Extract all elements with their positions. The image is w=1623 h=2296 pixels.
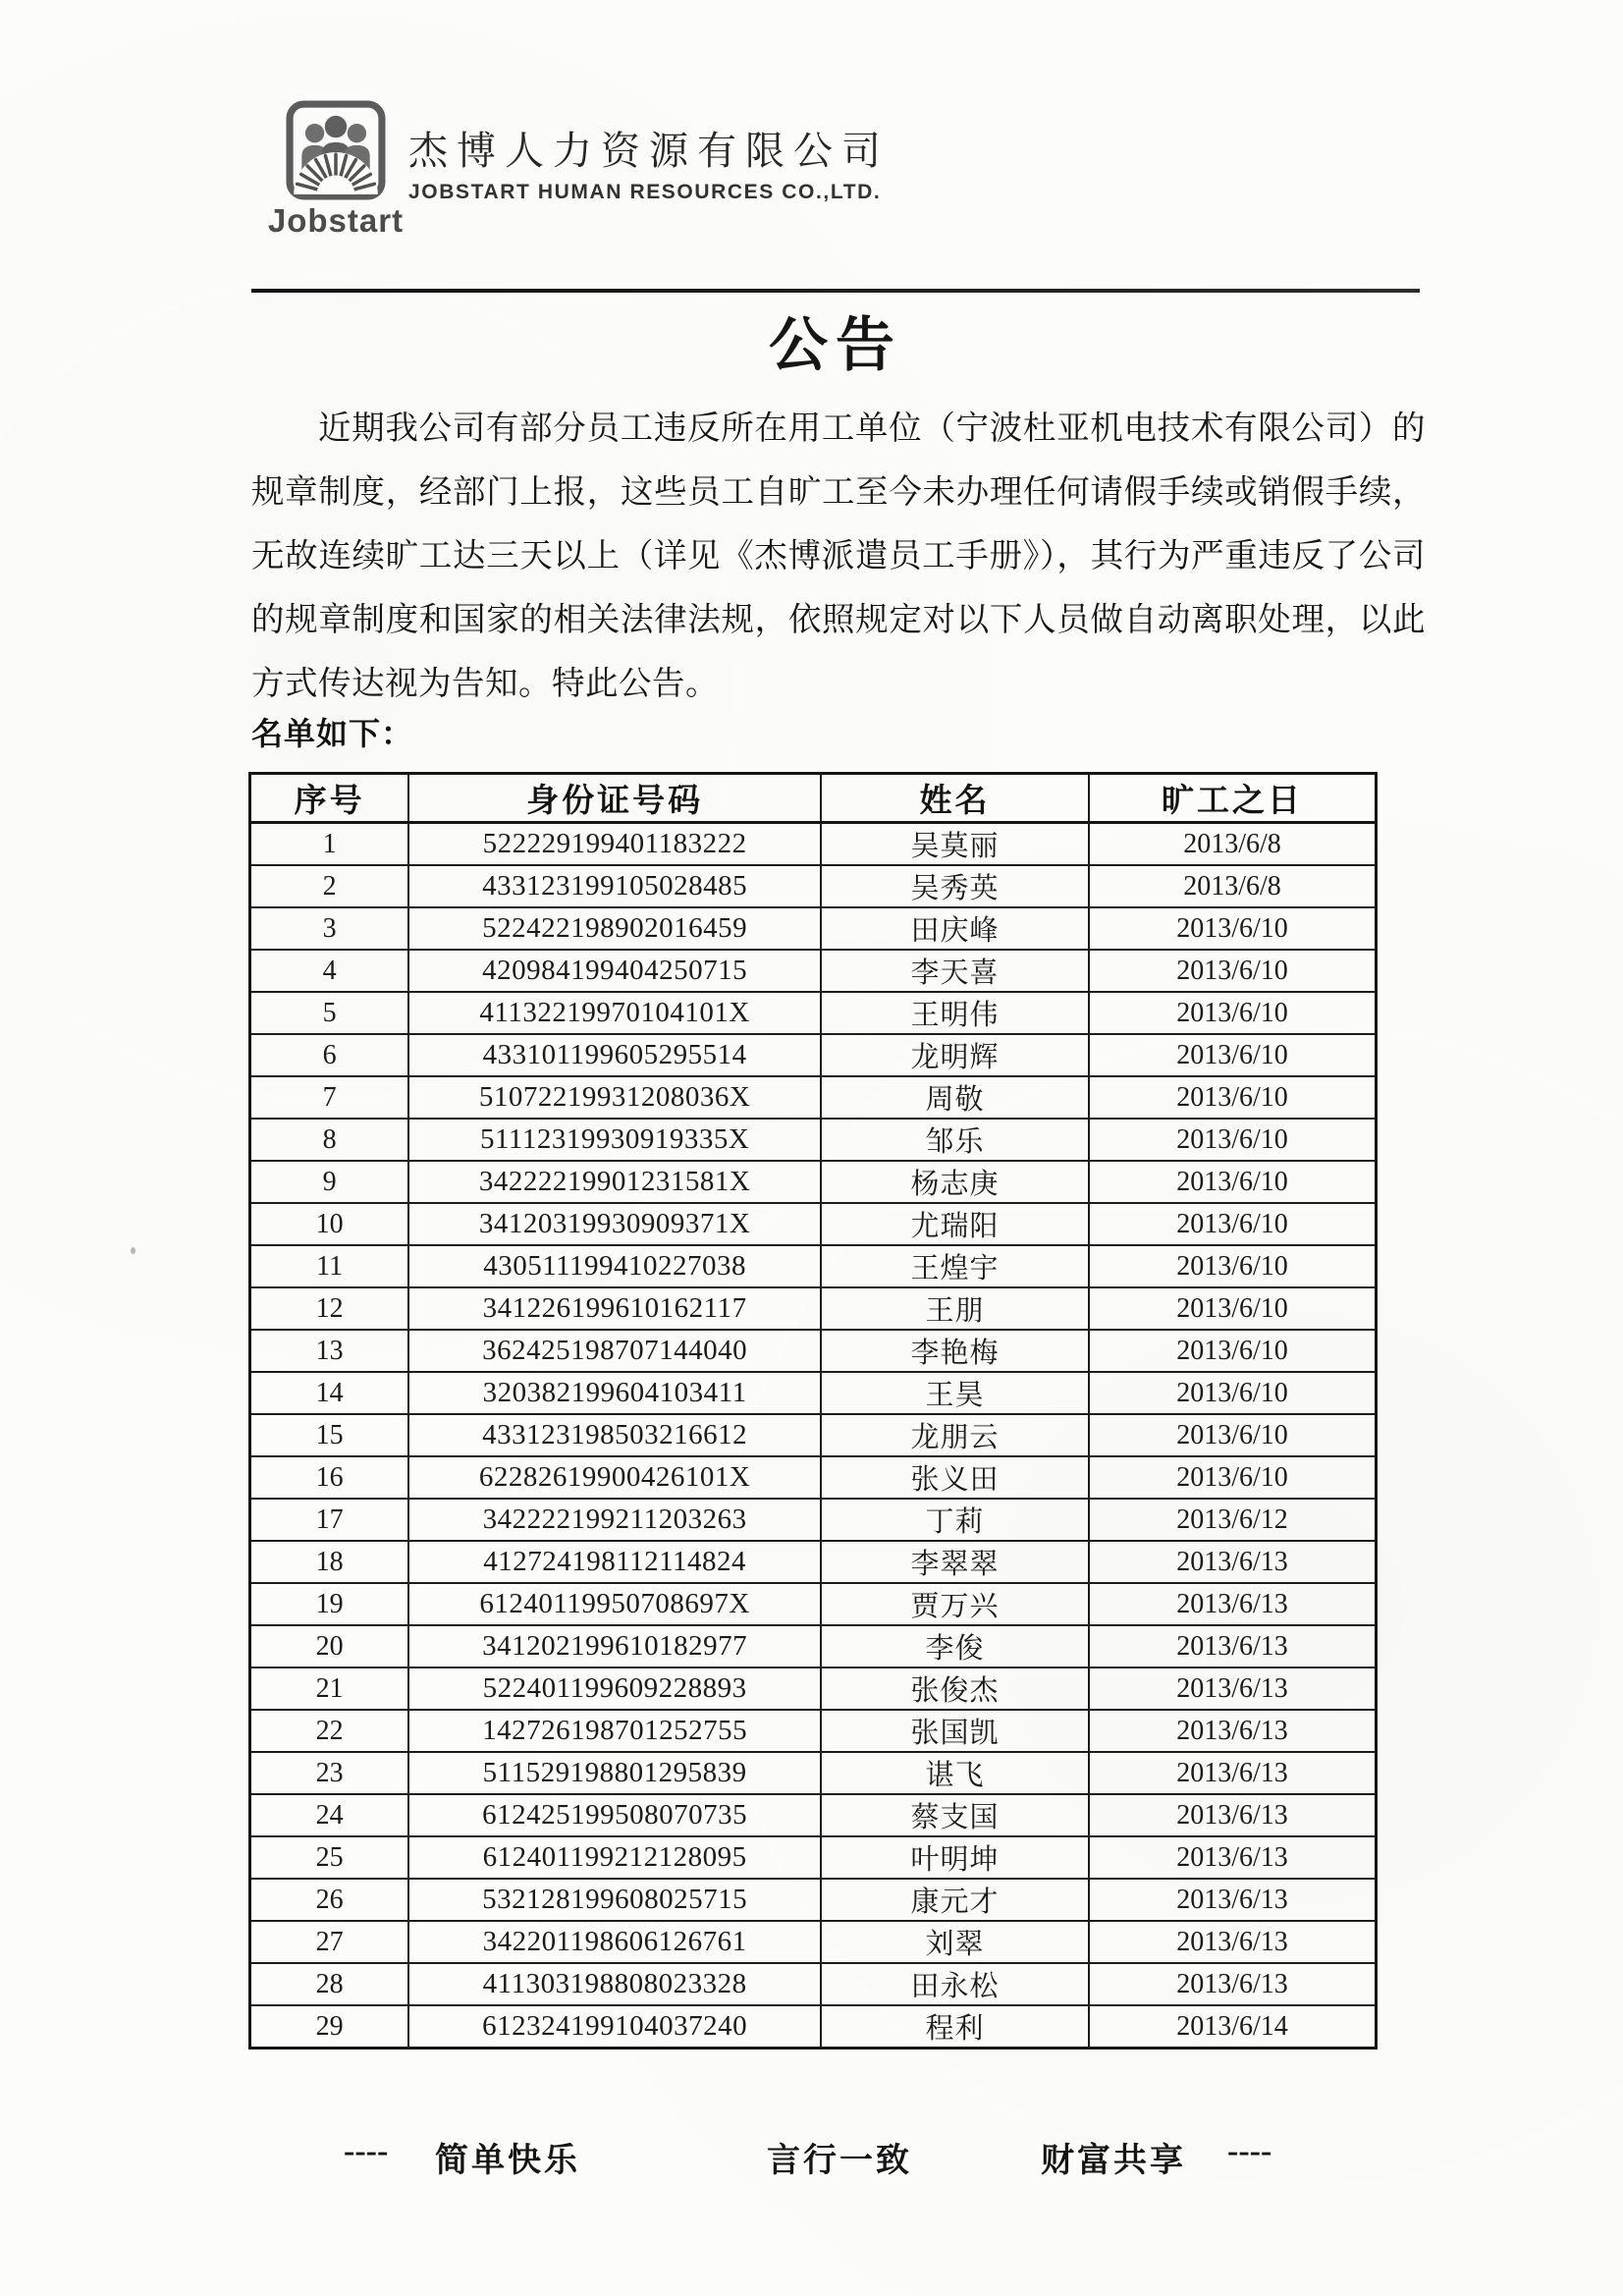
id-number: 342201198606126761: [408, 1921, 821, 1963]
absence-date: 2013/6/13: [1089, 1583, 1377, 1625]
table-row: [250, 1879, 1377, 1921]
id-number: 362425198707144040: [408, 1330, 821, 1372]
employee-name: 尤瑞阳: [821, 1203, 1089, 1245]
absence-roster-table: [248, 772, 1378, 2050]
absence-date: 2013/6/10: [1089, 1372, 1377, 1414]
absence-date: 2013/6/8: [1089, 865, 1377, 907]
footer-dash-left: ----: [344, 2133, 389, 2169]
row-index: 7: [250, 1076, 409, 1119]
employee-name: 康元才: [821, 1879, 1089, 1921]
row-index: 6: [250, 1034, 409, 1076]
absence-date: 2013/6/10: [1089, 1076, 1377, 1119]
table-header-row: [250, 774, 1377, 823]
id-number: 61240119950708697X: [408, 1583, 821, 1625]
row-index: 16: [250, 1456, 409, 1499]
table-row: [250, 1963, 1377, 2005]
row-index: 17: [250, 1499, 409, 1541]
id-number: 320382199604103411: [408, 1372, 821, 1414]
company-name-block: [408, 120, 890, 204]
header-divider: [251, 289, 1420, 293]
table-row: [250, 1245, 1377, 1287]
id-number: 342222199211203263: [408, 1499, 821, 1541]
row-index: 19: [250, 1583, 409, 1625]
id-number: 142726198701252755: [408, 1710, 821, 1752]
absence-date: 2013/6/10: [1089, 1456, 1377, 1499]
company-name-cn: 杰博人力资源有限公司: [408, 129, 890, 173]
table-row: [250, 1203, 1377, 1245]
list-label: 名单如下：: [251, 716, 414, 751]
absence-date: 2013/6/12: [1089, 1499, 1377, 1541]
row-index: 8: [250, 1119, 409, 1161]
row-index: 20: [250, 1625, 409, 1667]
employee-name: 王朋: [821, 1287, 1089, 1330]
table-row: [250, 1836, 1377, 1879]
employee-name: 贾万兴: [821, 1583, 1089, 1625]
employee-name: 王昊: [821, 1372, 1089, 1414]
id-number: 34120319930909371X: [408, 1203, 821, 1245]
table-row: [250, 1076, 1377, 1119]
row-index: 21: [250, 1667, 409, 1710]
table-row: [250, 1625, 1377, 1667]
id-number: 612324199104037240: [408, 2005, 821, 2049]
employee-name: 杨志庚: [821, 1161, 1089, 1203]
id-number: 341226199610162117: [408, 1287, 821, 1330]
id-number: 341202199610182977: [408, 1625, 821, 1667]
id-number: 612425199508070735: [408, 1794, 821, 1836]
footer-slogan-words-deeds: 言行一致: [767, 2143, 912, 2179]
employee-name: 吴莫丽: [821, 823, 1089, 866]
row-index: 24: [250, 1794, 409, 1836]
row-index: 1: [250, 823, 409, 866]
table-row: [250, 1710, 1377, 1752]
absence-date: 2013/6/10: [1089, 1287, 1377, 1330]
row-index: 26: [250, 1879, 409, 1921]
absence-date: 2013/6/13: [1089, 1963, 1377, 2005]
row-index: 11: [250, 1245, 409, 1287]
absence-date: 2013/6/10: [1089, 992, 1377, 1034]
row-index: 12: [250, 1287, 409, 1330]
employee-name: 李艳梅: [821, 1330, 1089, 1372]
table-row: [250, 1794, 1377, 1836]
table-row: [250, 823, 1377, 866]
id-number: 411303198808023328: [408, 1963, 821, 2005]
employee-name: 田庆峰: [821, 907, 1089, 950]
absence-date: 2013/6/8: [1089, 823, 1377, 866]
row-index: 15: [250, 1414, 409, 1456]
employee-name: 周敬: [821, 1076, 1089, 1119]
absence-date: 2013/6/13: [1089, 1541, 1377, 1583]
employee-name: 张义田: [821, 1456, 1089, 1499]
employee-name: 王煌宇: [821, 1245, 1089, 1287]
table-row: [250, 1161, 1377, 1203]
table-row: [250, 1456, 1377, 1499]
header-absence-date: 旷工之日: [1089, 774, 1377, 823]
employee-name: 王明伟: [821, 992, 1089, 1034]
row-index: 18: [250, 1541, 409, 1583]
absence-date: 2013/6/10: [1089, 1119, 1377, 1161]
id-number: 433123199105028485: [408, 865, 821, 907]
employee-name: 张国凯: [821, 1710, 1089, 1752]
absence-date: 2013/6/10: [1089, 1161, 1377, 1203]
footer-slogan-simple-happy: 简单快乐: [435, 2143, 580, 2179]
row-index: 27: [250, 1921, 409, 1963]
table-row: [250, 1372, 1377, 1414]
company-logo: [267, 100, 405, 240]
employee-name: 丁莉: [821, 1499, 1089, 1541]
table-row: [250, 992, 1377, 1034]
page-title: 公告: [769, 313, 902, 378]
table-row: [250, 1752, 1377, 1794]
absence-date: 2013/6/10: [1089, 1203, 1377, 1245]
absence-date: 2013/6/10: [1089, 907, 1377, 950]
id-number: 612401199212128095: [408, 1836, 821, 1879]
table-row: [250, 950, 1377, 992]
absence-date: 2013/6/13: [1089, 1710, 1377, 1752]
row-index: 28: [250, 1963, 409, 2005]
absence-date: 2013/6/10: [1089, 1414, 1377, 1456]
row-index: 13: [250, 1330, 409, 1372]
absence-date: 2013/6/13: [1089, 1667, 1377, 1710]
row-index: 3: [250, 907, 409, 950]
table-row: [250, 907, 1377, 950]
header-index: 序号: [250, 774, 409, 823]
header-id-number: 身份证号码: [408, 774, 821, 823]
company-name-en: JOBSTART HUMAN RESOURCES CO.,LTD.: [408, 181, 882, 203]
jobstart-people-sun-icon: [285, 100, 387, 200]
id-number: 420984199404250715: [408, 950, 821, 992]
absence-date: 2013/6/13: [1089, 1625, 1377, 1667]
employee-name: 叶明坤: [821, 1836, 1089, 1879]
absence-date: 2013/6/10: [1089, 950, 1377, 992]
employee-name: 龙明辉: [821, 1034, 1089, 1076]
id-number: 522422198902016459: [408, 907, 821, 950]
employee-name: 李天喜: [821, 950, 1089, 992]
table-row: [250, 1034, 1377, 1076]
employee-name: 龙朋云: [821, 1414, 1089, 1456]
row-index: 5: [250, 992, 409, 1034]
employee-name: 李俊: [821, 1625, 1089, 1667]
id-number: 430511199410227038: [408, 1245, 821, 1287]
footer-dash-right: ----: [1227, 2133, 1272, 2169]
logo-wordmark: Jobstart: [267, 202, 405, 239]
row-index: 23: [250, 1752, 409, 1794]
row-index: 9: [250, 1161, 409, 1203]
id-number: 51112319930919335X: [408, 1119, 821, 1161]
id-number: 433101199605295514: [408, 1034, 821, 1076]
employee-name: 谌飞: [821, 1752, 1089, 1794]
absence-date: 2013/6/10: [1089, 1330, 1377, 1372]
header-name: 姓名: [821, 774, 1089, 823]
absence-date: 2013/6/13: [1089, 1794, 1377, 1836]
id-number: 41132219970104101X: [408, 992, 821, 1034]
absence-date: 2013/6/13: [1089, 1752, 1377, 1794]
id-number: 51072219931208036X: [408, 1076, 821, 1119]
scan-artifact-dot: [131, 1247, 135, 1254]
table-row: [250, 1667, 1377, 1710]
id-number: 412724198112114824: [408, 1541, 821, 1583]
absence-date: 2013/6/13: [1089, 1921, 1377, 1963]
employee-name: 李翠翠: [821, 1541, 1089, 1583]
announcement-paragraph: 近期我公司有部分员工违反所在用工单位（宁波杜亚机电技术有限公司）的规章制度，经部门上报，这些员工自旷工至今未办理任何请假手续或销假手续，无故连续旷工达三天以上（详见《杰博派遣员工手册》），其行为严重违反了公司的规章制度和国家的相关法律法规，依照规定对以下人员做自动离职处理，以此方式传达视为告知。特此公告。: [251, 410, 1426, 702]
employee-name: 田永松: [821, 1963, 1089, 2005]
id-number: 532128199608025715: [408, 1879, 821, 1921]
row-index: 25: [250, 1836, 409, 1879]
table-row: [250, 2005, 1377, 2049]
employee-name: 蔡支国: [821, 1794, 1089, 1836]
table-row: [250, 1119, 1377, 1161]
id-number: 522229199401183222: [408, 823, 821, 866]
absence-date: 2013/6/14: [1089, 2005, 1377, 2049]
employee-name: 程利: [821, 2005, 1089, 2049]
table-row: [250, 1499, 1377, 1541]
employee-name: 邹乐: [821, 1119, 1089, 1161]
id-number: 433123198503216612: [408, 1414, 821, 1456]
absence-date: 2013/6/13: [1089, 1836, 1377, 1879]
table-row: [250, 1330, 1377, 1372]
id-number: 62282619900426101X: [408, 1456, 821, 1499]
row-index: 14: [250, 1372, 409, 1414]
employee-name: 张俊杰: [821, 1667, 1089, 1710]
row-index: 22: [250, 1710, 409, 1752]
id-number: 522401199609228893: [408, 1667, 821, 1710]
row-index: 29: [250, 2005, 409, 2049]
employee-name: 吴秀英: [821, 865, 1089, 907]
table-row: [250, 1921, 1377, 1963]
row-index: 4: [250, 950, 409, 992]
employee-name: 刘翠: [821, 1921, 1089, 1963]
table-row: [250, 1541, 1377, 1583]
absence-date: 2013/6/10: [1089, 1034, 1377, 1076]
table-row: [250, 1414, 1377, 1456]
row-index: 10: [250, 1203, 409, 1245]
id-number: 34222219901231581X: [408, 1161, 821, 1203]
absence-date: 2013/6/10: [1089, 1245, 1377, 1287]
table-row: [250, 865, 1377, 907]
row-index: 2: [250, 865, 409, 907]
table-row: [250, 1287, 1377, 1330]
footer-slogan-share-wealth: 财富共享: [1041, 2143, 1186, 2179]
id-number: 511529198801295839: [408, 1752, 821, 1794]
table-row: [250, 1583, 1377, 1625]
absence-date: 2013/6/13: [1089, 1879, 1377, 1921]
